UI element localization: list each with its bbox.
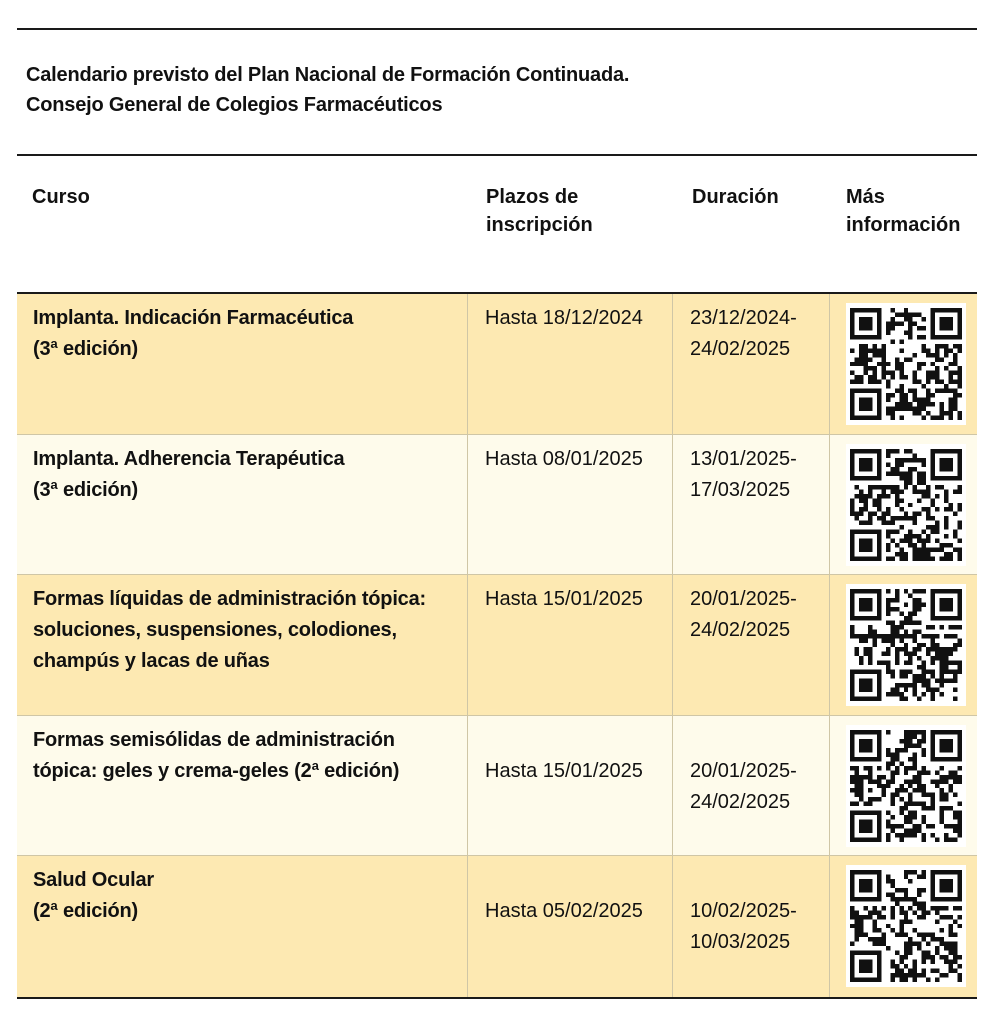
course-name-line: (2ª edición) xyxy=(33,900,139,922)
table-row xyxy=(17,716,977,857)
course-name-line: Implanta. Indicación Farmacéutica xyxy=(33,307,354,329)
course-duration xyxy=(673,575,830,715)
duration-line: 20/01/2025- xyxy=(690,759,797,782)
qr-code-icon[interactable] xyxy=(846,725,966,847)
course-name-line: tópica: geles y crema-geles (2ª edición) xyxy=(33,759,400,782)
qr-code-icon[interactable] xyxy=(846,584,966,706)
course-duration xyxy=(673,435,830,575)
top-rule xyxy=(17,28,977,30)
courses-table xyxy=(17,292,977,999)
course-duration xyxy=(673,856,830,997)
more-info-cell xyxy=(830,716,977,856)
course-duration xyxy=(673,716,830,856)
course-name-line: (3ª edición) xyxy=(33,478,139,501)
header-plazos xyxy=(486,183,656,239)
course-name xyxy=(17,294,468,434)
more-info-cell xyxy=(830,294,977,434)
duration-line: 23/12/2024- xyxy=(690,307,797,329)
more-info-cell xyxy=(830,856,977,997)
course-name xyxy=(17,716,468,856)
header-plazos-line-2: inscripción xyxy=(486,214,593,236)
table-row xyxy=(17,575,977,716)
duration-line: 10/02/2025- xyxy=(690,900,797,922)
header-info-line-1: Más xyxy=(846,186,885,208)
header-info xyxy=(846,183,986,239)
duration-line: 13/01/2025- xyxy=(690,447,797,470)
course-name xyxy=(17,435,468,575)
title-line-2: Consejo General de Colegios Farmacéuticos xyxy=(26,94,443,116)
course-name-line: (3ª edición) xyxy=(33,338,139,360)
qr-code-icon[interactable] xyxy=(846,303,966,425)
course-name xyxy=(17,856,468,997)
table-row xyxy=(17,294,977,435)
course-name-line: Formas líquidas de administración tópica: xyxy=(33,588,426,610)
course-name xyxy=(17,575,468,715)
registration-deadline: Hasta 08/01/2025 xyxy=(468,435,673,575)
table-row xyxy=(17,856,977,997)
course-name-line: Salud Ocular xyxy=(33,869,154,891)
header-info-line-2: información xyxy=(846,214,961,236)
title-line-1: Calendario previsto del Plan Nacional de Formación Continuada. xyxy=(26,64,630,86)
registration-deadline: Hasta 18/12/2024 xyxy=(468,294,673,434)
duration-line: 24/02/2025 xyxy=(690,790,791,813)
header-plazos-line-1: Plazos de xyxy=(486,186,579,208)
more-info-cell xyxy=(830,575,977,715)
registration-deadline: Hasta 05/02/2025 xyxy=(468,856,673,997)
duration-line: 24/02/2025 xyxy=(690,619,791,641)
table-row xyxy=(17,435,977,576)
course-duration xyxy=(673,294,830,434)
duration-line: 20/01/2025- xyxy=(690,588,797,610)
registration-deadline: Hasta 15/01/2025 xyxy=(468,716,673,856)
course-name-line: Formas semisólidas de administración xyxy=(33,728,395,751)
qr-code-icon[interactable] xyxy=(846,444,966,566)
more-info-cell xyxy=(830,435,977,575)
header-duracion: Duración xyxy=(692,186,779,208)
header-rule xyxy=(17,154,977,156)
course-name-line: soluciones, suspensiones, colodiones, xyxy=(33,619,397,641)
duration-line: 24/02/2025 xyxy=(690,338,791,360)
course-name-line: Implanta. Adherencia Terapéutica xyxy=(33,447,345,470)
course-name-line: champús y lacas de uñas xyxy=(33,650,270,672)
registration-deadline: Hasta 15/01/2025 xyxy=(468,575,673,715)
header-curso: Curso xyxy=(32,186,90,208)
duration-line: 10/03/2025 xyxy=(690,931,791,953)
page-title xyxy=(26,60,629,120)
qr-code-icon[interactable] xyxy=(846,865,966,987)
duration-line: 17/03/2025 xyxy=(690,478,791,501)
